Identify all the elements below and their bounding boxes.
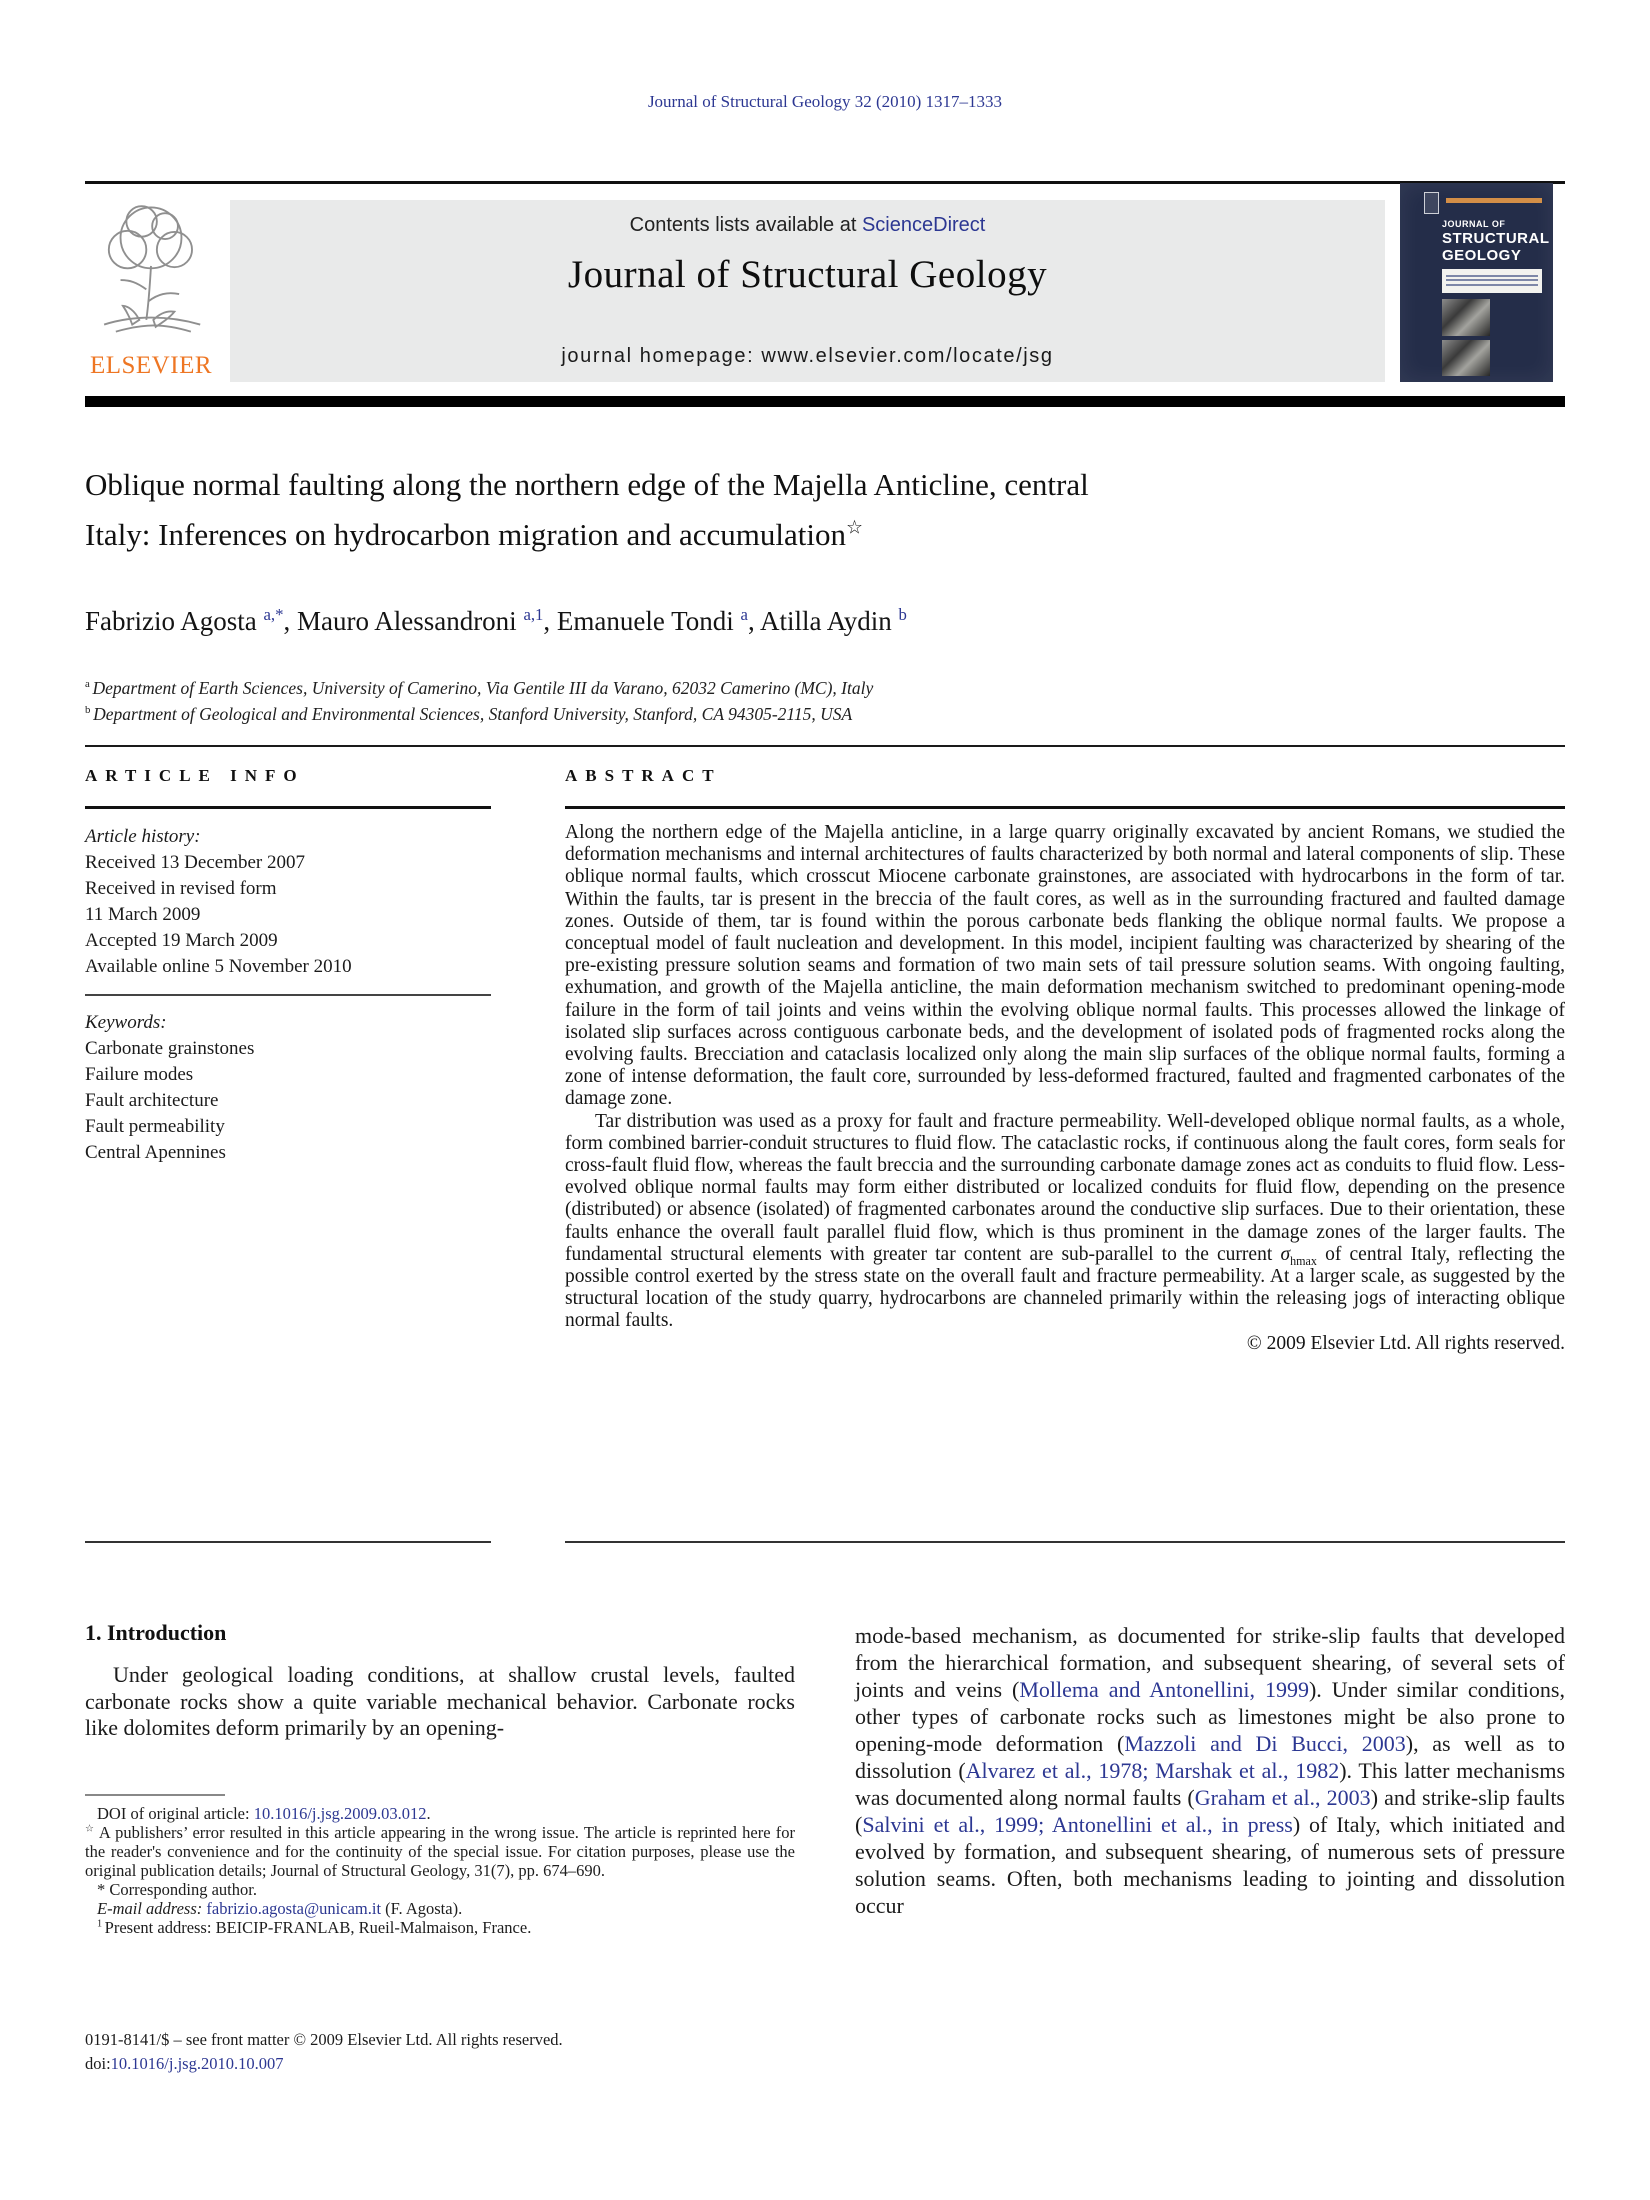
text-segment: doi: bbox=[85, 2054, 111, 2073]
elsevier-wordmark: ELSEVIER bbox=[89, 352, 213, 379]
cover-title-line3: GEOLOGY bbox=[1442, 247, 1522, 264]
text-segment: (F. Agosta). bbox=[381, 1899, 463, 1918]
abstract-end-rule bbox=[565, 1541, 1565, 1543]
inline-link[interactable]: fabrizio.agosta@unicam.it bbox=[206, 1899, 382, 1918]
history-entry: 11 March 2009 bbox=[85, 904, 201, 925]
contents-line bbox=[230, 214, 1385, 237]
sciencedirect-link[interactable]: ScienceDirect bbox=[861, 214, 986, 236]
journal-title: Journal of Structural Geology bbox=[567, 253, 1048, 296]
keywords-label: Keywords: bbox=[85, 1012, 167, 1033]
inline-link[interactable]: Graham et al., 2003 bbox=[1194, 1785, 1371, 1810]
cover-text-line bbox=[1446, 275, 1538, 277]
text-segment: Present address: BEICIP-FRANLAB, Rueil-Malmaison, France. bbox=[104, 1918, 532, 1937]
text-segment: of central Italy, reflecting the possible control exerted by the stress state on the overall fault and fracture permeability. At a larger scale, as suggested by the structural location of the study quarry, hydrocarbons are channeled primarily within the releasing jogs of interacting oblique normal faults. bbox=[565, 1243, 1565, 1332]
text-segment: DOI of original article: bbox=[97, 1804, 254, 1823]
homepage-url-link[interactable]: www.elsevier.com/locate/jsg bbox=[761, 345, 1054, 367]
text-segment: Department of Earth Sciences, University of Camerino, Via Gentile III da Varano, 62032 Camerino (MC), Italy bbox=[92, 678, 874, 698]
abstract-text bbox=[565, 822, 1565, 1355]
text-segment: ☆ bbox=[845, 517, 864, 539]
text-segment: ), as well as to dissolution ( bbox=[855, 1731, 1565, 1783]
affiliation-a bbox=[85, 678, 1485, 699]
cover-text-line bbox=[1446, 279, 1538, 281]
keyword: Fault permeability bbox=[85, 1116, 225, 1137]
text-segment: . bbox=[426, 1804, 431, 1823]
text-segment: ) of Italy, which initiated and evolved by formation, and subsequent shearing, of numerous sets of pressure solution seams. Often, both mechanisms leading to jointing and dissolution occur bbox=[855, 1812, 1565, 1918]
text-segment: b bbox=[898, 605, 907, 624]
doi-line bbox=[85, 2052, 845, 2076]
copyright-line: © 2009 Elsevier Ltd. All rights reserved. bbox=[1246, 1332, 1565, 1354]
article-title bbox=[85, 460, 1335, 560]
author-list bbox=[85, 606, 1485, 637]
issn-copyright-line: 0191-8141/$ – see front matter © 2009 Elsevier Ltd. All rights reserved. bbox=[85, 2030, 563, 2049]
cover-text-box bbox=[1442, 269, 1542, 293]
text-segment: ) and strike-slip faults ( bbox=[855, 1785, 1565, 1837]
history-entry: Received in revised form bbox=[85, 878, 277, 899]
elsevier-logo bbox=[85, 198, 217, 382]
cover-mini-logo bbox=[1424, 192, 1439, 214]
history-entry: Received 13 December 2007 bbox=[85, 852, 305, 873]
inline-link[interactable]: Mollema and Antonellini, 1999 bbox=[1019, 1677, 1309, 1702]
cover-volume-line bbox=[1446, 198, 1542, 203]
text-segment: a bbox=[740, 605, 748, 624]
inline-link[interactable]: 10.1016/j.jsg.2010.10.007 bbox=[110, 2054, 284, 2073]
text-segment: σ bbox=[1280, 1243, 1291, 1265]
keywords-rule bbox=[85, 994, 491, 996]
cover-title-line2: STRUCTURAL bbox=[1442, 230, 1550, 247]
text-segment: a bbox=[85, 678, 93, 691]
running-head-citation: Journal of Structural Geology 32 (2010) 1317–1333 bbox=[647, 92, 1003, 111]
inline-link[interactable]: Mazzoli and Di Bucci, 2003 bbox=[1124, 1731, 1406, 1756]
abstract-heading: ABSTRACT bbox=[565, 766, 722, 785]
footnote-email bbox=[85, 1899, 795, 1918]
text-segment: a,1 bbox=[523, 605, 544, 624]
text-segment: Italy: Inferences on hydrocarbon migration and accumulation bbox=[85, 517, 846, 552]
history-entry: Available online 5 November 2010 bbox=[85, 956, 352, 977]
text-segment: b bbox=[85, 704, 94, 717]
intro-paragraph-left: Under geological loading conditions, at shallow crustal levels, faulted carbonate rocks show a quite variable mechanical behavior. Carbonate rocks like dolomites deform primarily by an opening- bbox=[85, 1662, 795, 1740]
article-info-heading: ARTICLE INFO bbox=[85, 766, 305, 785]
text-segment: a,* bbox=[263, 605, 284, 624]
text-segment: , Atilla Aydin bbox=[747, 606, 899, 636]
elsevier-tree-icon bbox=[92, 198, 210, 348]
text-segment: Department of Geological and Environmental Sciences, Stanford University, Stanford, CA 94305-2115, USA bbox=[93, 704, 853, 724]
article-title-line1: Oblique normal faulting along the northern edge of the Majella Anticline, central bbox=[85, 467, 1089, 502]
text-segment: mode-based mechanism, as documented for strike-slip faults that developed from the hierarchical formation, and subsequent shearing, of several sets of joints and veins ( bbox=[855, 1623, 1565, 1702]
inline-link[interactable]: 10.1016/j.jsg.2009.03.012 bbox=[253, 1804, 427, 1823]
text-segment: 1 bbox=[97, 1918, 105, 1930]
footnotes-block bbox=[85, 1804, 795, 1937]
info-end-rule bbox=[85, 1541, 491, 1543]
keyword: Central Apennines bbox=[85, 1142, 226, 1163]
text-segment: hmax bbox=[1290, 1253, 1317, 1268]
section-heading-introduction: 1. Introduction bbox=[85, 1620, 227, 1645]
text-segment: , Mauro Alessandroni bbox=[283, 606, 524, 636]
text-segment: Fabrizio Agosta bbox=[85, 606, 264, 636]
footnote-doi bbox=[85, 1804, 795, 1823]
intro-paragraph-right bbox=[855, 1622, 1565, 1919]
keyword: Failure modes bbox=[85, 1064, 194, 1085]
text-segment: E-mail address: bbox=[97, 1899, 207, 1918]
cover-photo-lower bbox=[1442, 340, 1490, 376]
homepage-line bbox=[230, 345, 1385, 368]
text-segment: ☆ bbox=[85, 1823, 99, 1835]
article-info-rule bbox=[85, 806, 491, 809]
contents-prefix: Contents lists available at bbox=[629, 214, 862, 236]
text-segment: Tar distribution was used as a proxy for fault and fracture permeability. Well-developed oblique normal faults, as a whole, form combined barrier-conduit structures to fluid flow. The cataclastic rocks, if continuous along the fault cores, form seals for cross-fault fluid flow, whereas the fault breccia and the surrounding carbonate damage zones act as conduits to fluid flow. Less-evolved oblique normal faults may form either distributed or localized conduits for fluid flow, depending on the presence (distributed) or absence (isolated) of fragmented carbonates around the conductive slip surfaces. Due to their orientation, these faults enhance the overall fault parallel fluid flow, which is thus prominent in the damage zones of the larger faults. The fundamental structural elements with greater tar content are sub-parallel to the current bbox=[565, 1110, 1565, 1265]
keyword: Fault architecture bbox=[85, 1090, 219, 1111]
cover-title-line1: JOURNAL OF bbox=[1442, 219, 1506, 229]
title-block-rule bbox=[85, 745, 1565, 747]
homepage-prefix: journal homepage: bbox=[561, 345, 762, 367]
abstract-paragraph-2 bbox=[565, 1111, 1565, 1333]
abstract-paragraph-1: Along the northern edge of the Majella anticline, in a large quarry originally excavated by ancient Romans, we studied the deformation mechanisms and internal architectures of faults characterized by both normal and lateral components of slip. These oblique normal faults, which crosscut Miocene carbonate grainstones, are associated with hydrocarbons in the form of tar. Within the faults, tar is present in the breccia of the fault cores, as well as in the surrounding fractured and faulted damage zones. Outside of them, tar is found within the porous carbonate beds flanking the oblique normal faults. We propose a conceptual model of fault nucleation and development. In this model, incipient faulting was characterized by shearing of the pre-existing pressure solution seams and formation of two main sets of tail pressure solution seams. With ongoing faulting, exhumation, and growth of the Majella anticline, the main deformation mechanism switched to predominant opening-mode failure in the form of tail joints and veins within the evolving oblique normal faults. This processes allowed the linkage of isolated slip surfaces across contiguous carbonate beds, and the development of isolated pods of fragmented rocks along the evolving faults. Brecciation and cataclasis localized only along the main slip surfaces of the oblique normal faults, forming a zone of intense deformation, the fault core, surrounded by less-deformed fractured, faulted and fragmented carbonates of the damage zone. bbox=[565, 822, 1565, 1110]
inline-link[interactable]: Salvini et al., 1999; Antonellini et al., in press bbox=[862, 1812, 1293, 1837]
footnote-present-address bbox=[85, 1918, 795, 1937]
journal-header-box bbox=[230, 200, 1385, 382]
keyword: Carbonate grainstones bbox=[85, 1038, 255, 1059]
keywords-block bbox=[85, 1010, 491, 1166]
text-segment: , Emanuele Tondi bbox=[543, 606, 741, 636]
footnote-publisher-error bbox=[85, 1823, 795, 1880]
article-title-line2 bbox=[85, 510, 1335, 560]
footnote-corresponding-author: * Corresponding author. bbox=[97, 1880, 257, 1899]
cover-photo-upper bbox=[1442, 299, 1490, 336]
page-footer bbox=[85, 2028, 845, 2076]
history-entry: Accepted 19 March 2009 bbox=[85, 930, 278, 951]
top-rule bbox=[85, 181, 1565, 184]
affiliation-b bbox=[85, 704, 1485, 725]
text-segment: ). This latter mechanisms was documented along normal faults ( bbox=[855, 1758, 1566, 1810]
inline-link[interactable]: Alvarez et al., 1978; Marshak et al., 1982 bbox=[965, 1758, 1340, 1783]
header-divider-bar bbox=[85, 396, 1565, 407]
article-history bbox=[85, 824, 491, 980]
footnote-rule bbox=[85, 1794, 225, 1796]
journal-cover-thumbnail[interactable] bbox=[1400, 183, 1553, 382]
text-segment: A publishers’ error resulted in this article appearing in the wrong issue. The article is reprinted here for the reader's convenience and for the continuity of the special issue. For citation purposes, please use the original publication details; Journal of Structural Geology, 31(7), pp. 674–690. bbox=[85, 1823, 795, 1880]
article-history-label: Article history: bbox=[85, 826, 201, 847]
abstract-rule bbox=[565, 806, 1565, 809]
cover-text-line bbox=[1446, 284, 1538, 286]
text-segment: ). Under similar conditions, other types of carbonate rocks such as limestones might be also prone to opening-mode deformation ( bbox=[855, 1677, 1565, 1756]
